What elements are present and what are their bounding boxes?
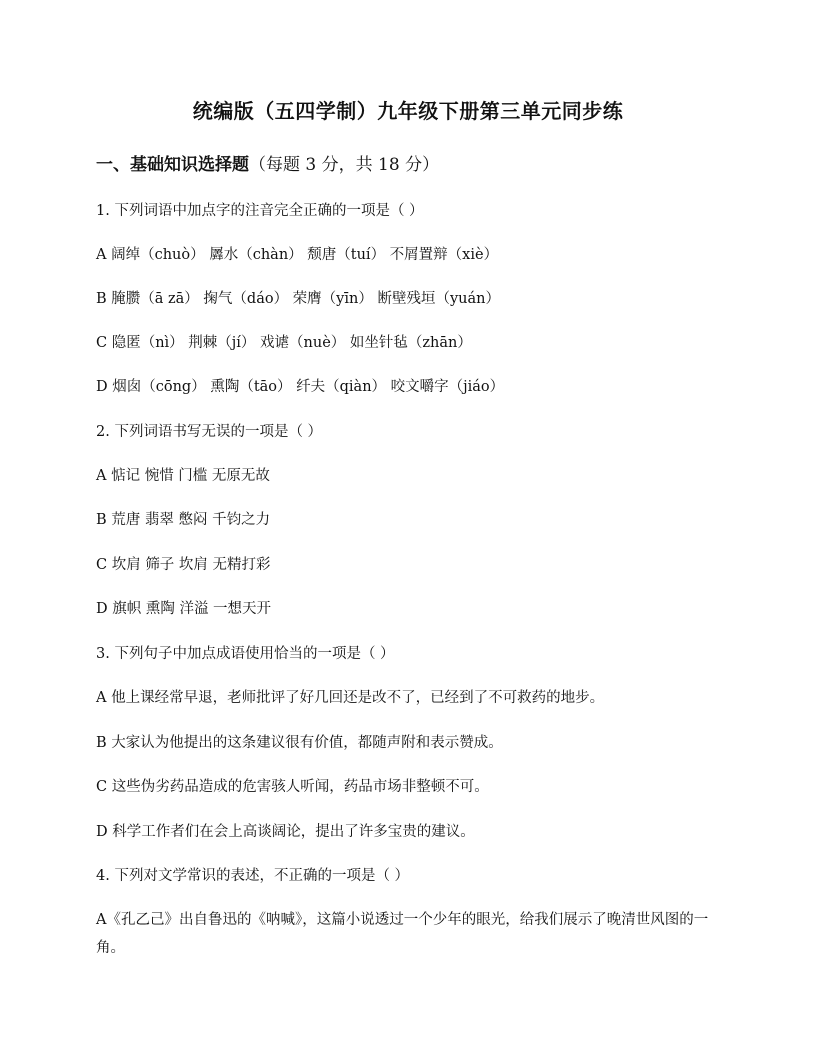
option-a: A 阔绰（chuò） 羼水（chàn） 颓唐（tuí） 不屑置辩（xiè） xyxy=(96,247,499,263)
option-a: A 他上课经常早退，老师批评了好几回还是改不了，已经到了不可救药的地步。 xyxy=(96,690,605,706)
document-title: 统编版（五四学制）九年级下册第三单元同步练 xyxy=(192,99,624,123)
option-d: D 旗帜 熏陶 洋溢 一想天开 xyxy=(96,601,272,617)
option-b: B 腌臜（ā zā） 掬气（dáo） 荣膺（yīn） 断壁残垣（yuán） xyxy=(96,291,500,307)
section-heading-text: 一、基础知识选择题 xyxy=(96,155,249,175)
option-b: B 荒唐 翡翠 憋闷 千钧之力 xyxy=(96,512,271,528)
question-stem: 1. 下列词语中加点字的注音完全正确的一项是（ ） xyxy=(96,203,424,219)
option-d: D 科学工作者们在会上高谈阔论，提出了许多宝贵的建议。 xyxy=(96,824,475,840)
question-stem: 3. 下列句子中加点成语使用恰当的一项是（ ） xyxy=(96,646,395,662)
option-c: C 隐匿（nì） 荆棘（jí） 戏谑（nuè） 如坐针毡（zhān） xyxy=(96,335,472,351)
option-a: A《孔乙己》出自鲁迅的《呐喊》，这篇小说透过一个少年的眼光，给我们展示了晚清世风图的一角。 xyxy=(96,912,709,956)
section-heading xyxy=(96,150,439,175)
question-stem: 2. 下列词语书写无误的一项是（ ） xyxy=(96,424,323,440)
question-stem: 4. 下列对文学常识的表述，不正确的一项是（ ） xyxy=(96,868,410,884)
option-d: D 烟囱（cōng） 熏陶（tāo） 纤夫（qiàn） 咬文嚼字（jiáo） xyxy=(96,379,505,395)
option-c: C 坎肩 筛子 坎肩 无精打彩 xyxy=(96,557,271,573)
option-b: B 大家认为他提出的这条建议很有价值，都随声附和表示赞成。 xyxy=(96,735,503,751)
option-a: A 惦记 惋惜 门槛 无原无故 xyxy=(96,468,270,484)
section-scoring-text: （每题 3 分，共 18 分） xyxy=(249,155,440,175)
option-c: C 这些伪劣药品造成的危害骇人听闻，药品市场非整顿不可。 xyxy=(96,779,489,795)
